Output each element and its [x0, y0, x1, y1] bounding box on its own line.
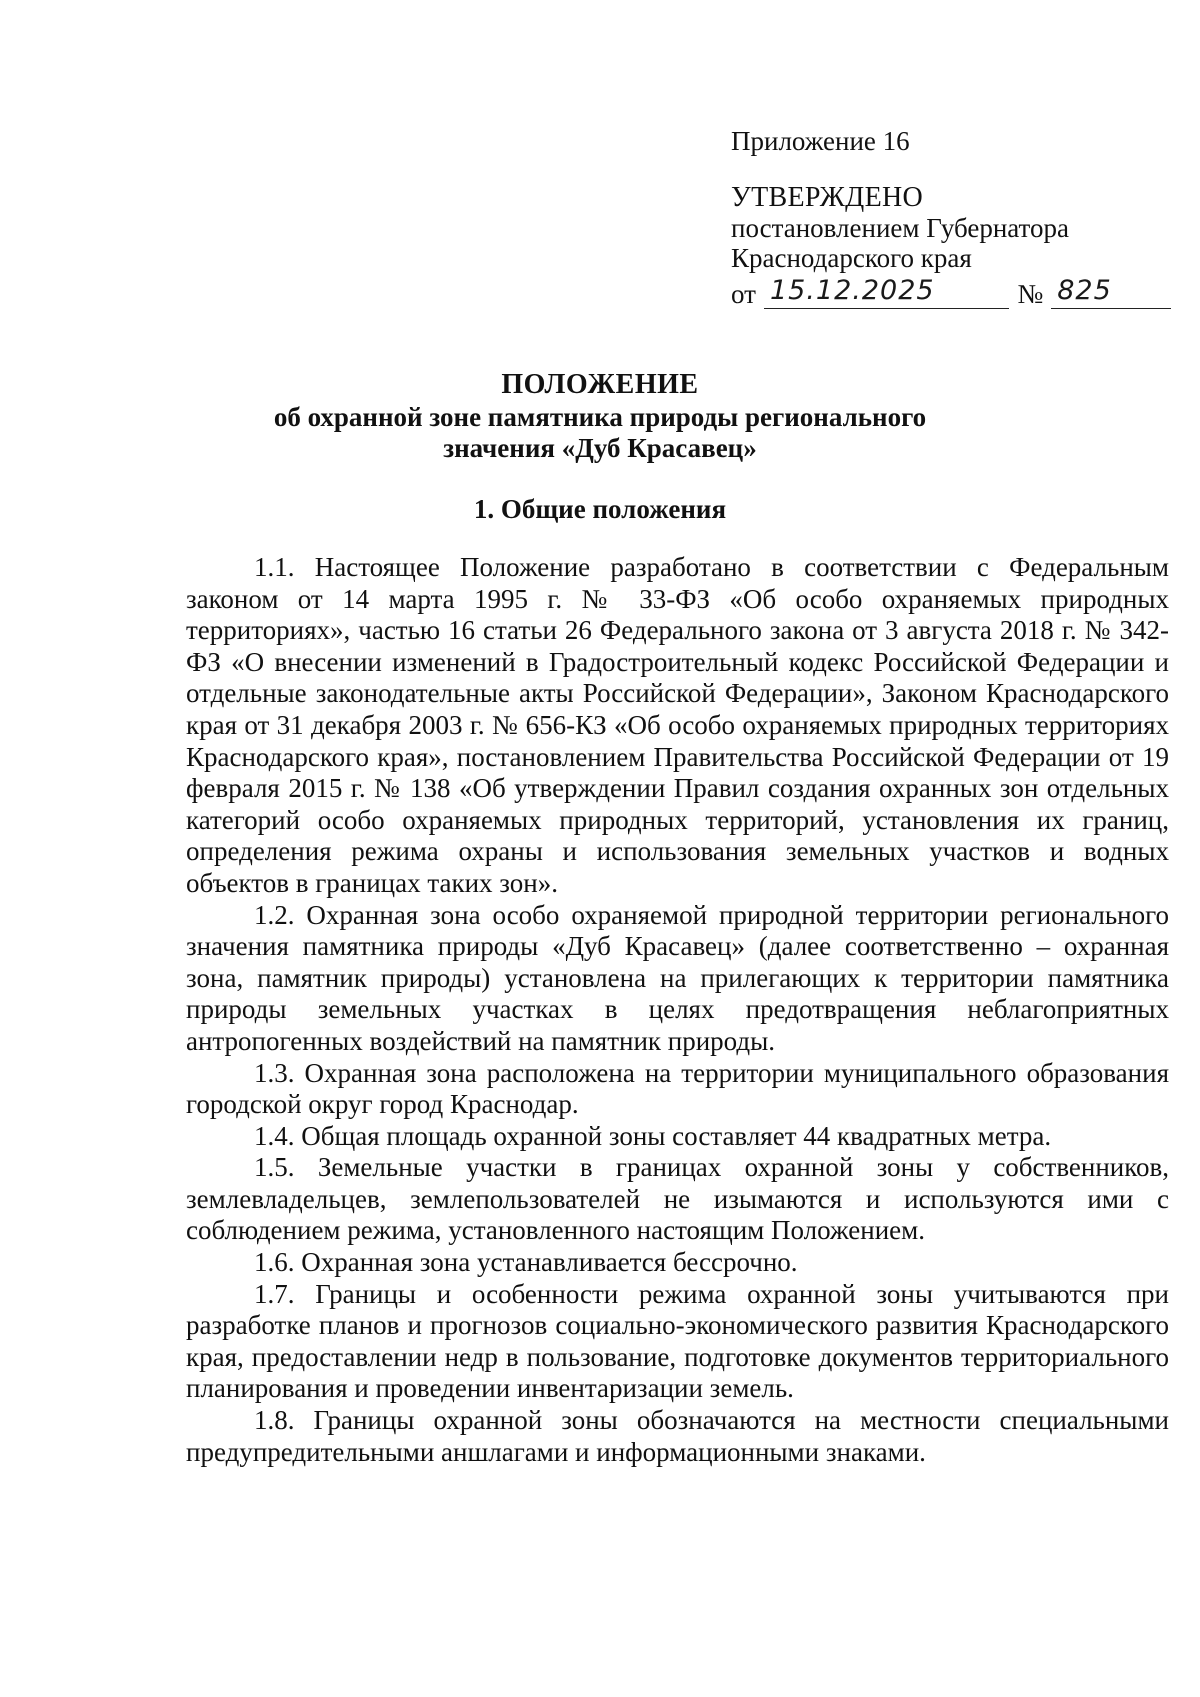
subtitle-line-2: значения «Дуб Красавец» — [443, 433, 757, 463]
approval-block — [731, 126, 1171, 309]
document-body — [186, 552, 1169, 1468]
paragraph-1-3: 1.3. Охранная зона расположена на территории муниципального образования городской округ город Краснодар. — [186, 1057, 1169, 1120]
document-title: ПОЛОЖЕНИЕ — [501, 369, 699, 400]
paragraph-1-1: 1.1. Настоящее Положение разработано в соответствии с Федеральным законом от 14 марта 1995 г. № 33-ФЗ «Об особо охраняемых природных территориях», частью 16 статьи 26 Федерального закона от 3 августа 2018 г. № 342-ФЗ «О внесении изменений в Градостроительный кодекс Российской Федерации и отдельные законодательные акты Российской Федерации», Законом Краснодарского края от 31 декабря 2003 г. № 656-КЗ «Об особо охраняемых природных территориях Краснодарского края», постановлением Правительства Российской Федерации от 19 февраля 2015 г. № 138 «Об утверждении Правил создания охранных зон отдельных категорий особо охраняемых природных территорий, установления их границ, определения режима охраны и использования земельных участков и водных объектов в границах таких зон». — [186, 552, 1169, 898]
approved-label: УТВЕРЖДЕНО — [731, 182, 924, 213]
section-title: 1. Общие положения — [473, 494, 727, 524]
paragraph-1-7: 1.7. Границы и особенности режима охранной зоны учитываются при разработке планов и прогнозов социально-экономического развития Краснодарского края, предоставлении недр в пользование, подготовке документов территориального планирования и проведении инвентаризации земель. — [186, 1278, 1169, 1404]
approved-by-line2: Краснодарского края — [731, 243, 972, 273]
number-sign: № — [1017, 279, 1044, 309]
paragraph-1-6: 1.6. Охранная зона устанавливается бессрочно. — [254, 1247, 798, 1278]
approved-by-line1: постановлением Губернатора — [731, 213, 1069, 243]
handwritten-number: 825 — [1051, 274, 1171, 309]
paragraph-1-2: 1.2. Охранная зона особо охраняемой природной территории регионального значения памятника природы «Дуб Красавец» (далее соответственно – охранная зона, памятник природы) установлена на прилегающих к территории памятника природы земельных участках в целях предотвращения неблагоприятных антропогенных воздействий на памятник природы. — [186, 899, 1169, 1056]
appendix-label: Приложение 16 — [731, 126, 910, 156]
subtitle-line-1: об охранной зоне памятника природы регионального — [273, 402, 927, 432]
date-number-line — [731, 274, 1171, 309]
paragraph-1-5: 1.5. Земельные участки в границах охранной зоны у собственников, землевладельцев, землепользователей не изымаются и используются ими с соблюдением режима, установленного настоящим Положением. — [186, 1152, 1169, 1246]
paragraph-1-4: 1.4. Общая площадь охранной зоны составляет 44 квадратных метра. — [254, 1120, 1052, 1151]
handwritten-date: 15.12.2025 — [764, 274, 1010, 309]
paragraph-1-8: 1.8. Границы охранной зоны обозначаются на местности специальными предупредительными аншлагами и информационными знаками. — [186, 1405, 1169, 1467]
document-subtitle — [0, 402, 1200, 464]
date-prefix: от — [731, 279, 756, 309]
